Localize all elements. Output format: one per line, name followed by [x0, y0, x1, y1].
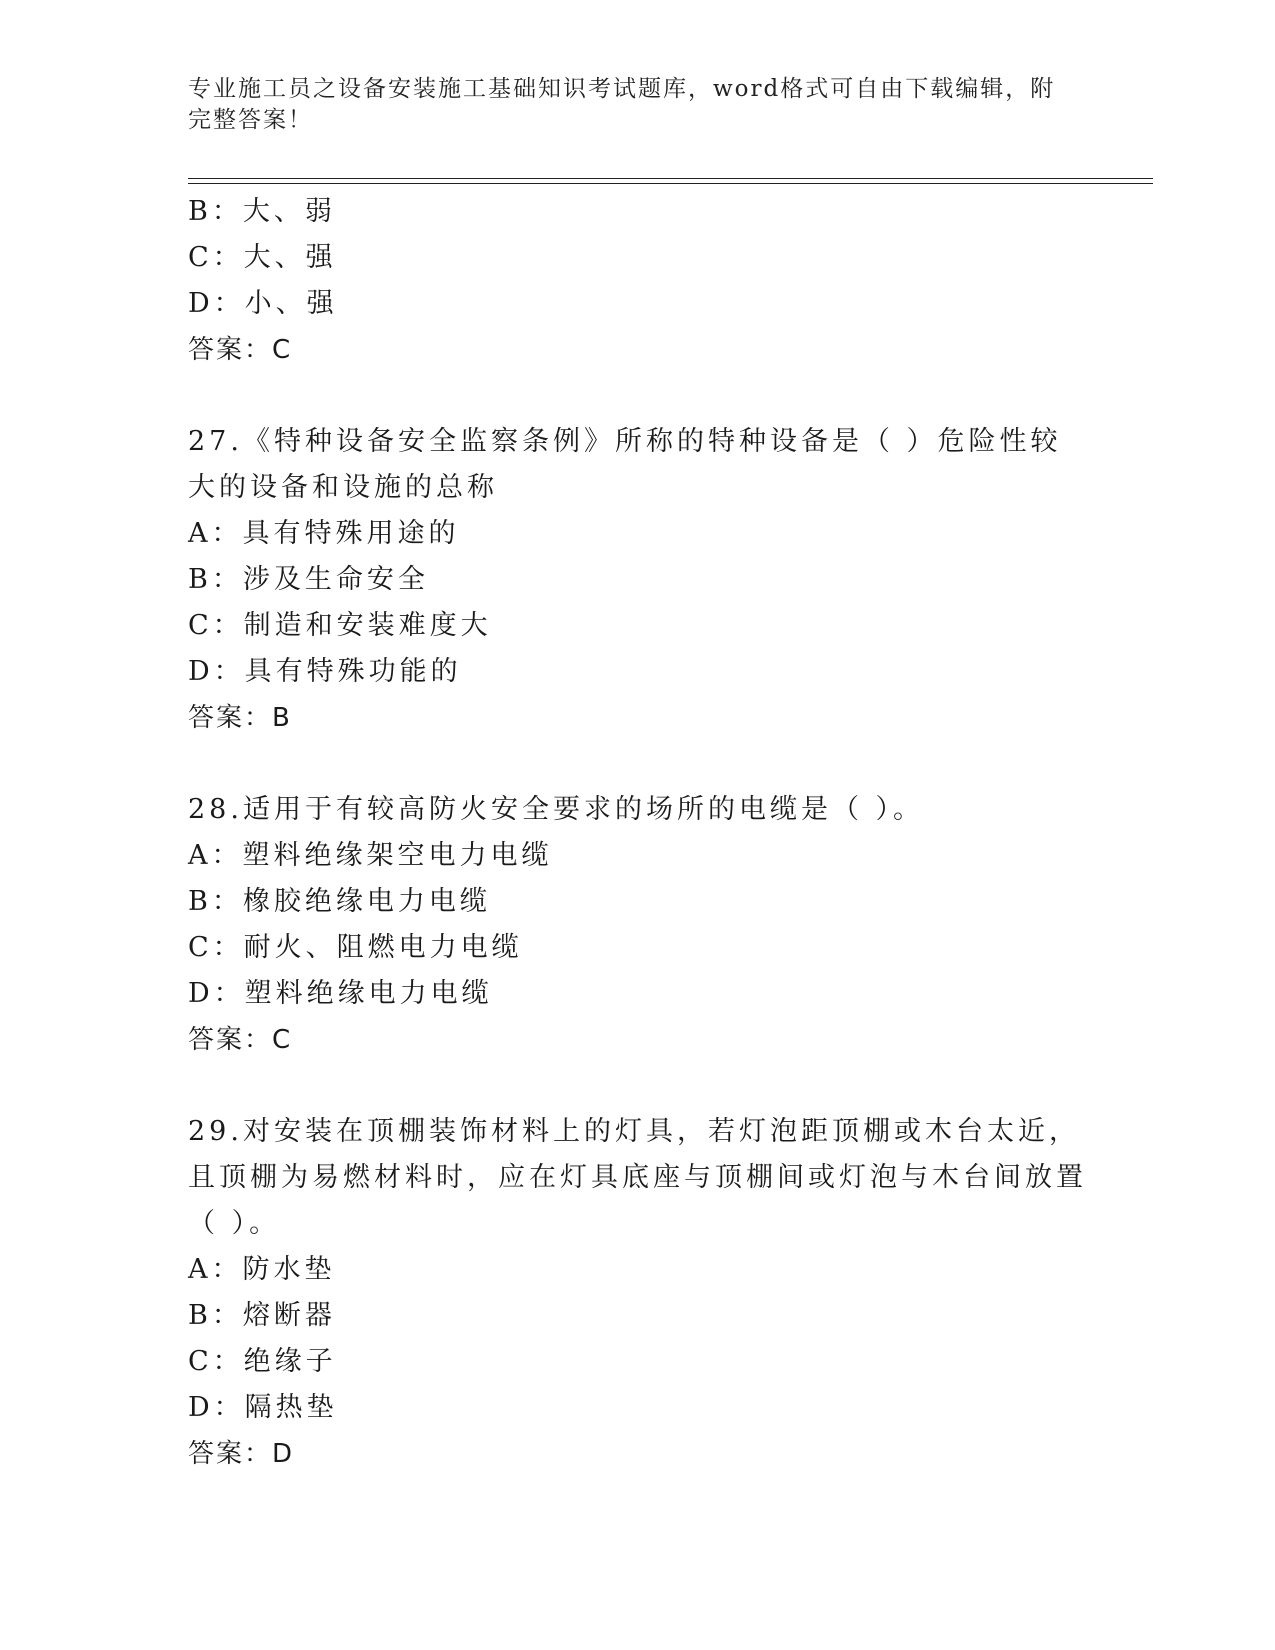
- document-header: 专业施工员之设备安装施工基础知识考试题库，word格式可自由下载编辑，附完整答案！: [188, 76, 1056, 133]
- question-gap: [188, 741, 1088, 787]
- header-rule-top: [188, 178, 1153, 179]
- option-line: B：涉及生命安全: [188, 564, 429, 595]
- option-line: D：塑料绝缘电力电缆: [188, 978, 493, 1009]
- question-text: 29.对安装在顶棚装饰材料上的灯具，若灯泡距顶棚或木台太近，且顶棚为易燃材料时，应在灯具底座与顶棚间或灯泡与木台间放置（ ）。: [188, 1116, 1087, 1239]
- answer-line: 答案：C: [188, 1025, 293, 1055]
- option-line: C：制造和安装难度大: [188, 610, 492, 641]
- answer-line: 答案：B: [188, 703, 292, 733]
- question-gap: [188, 373, 1088, 419]
- question-block: [188, 787, 1088, 1063]
- option-line: C：大、强: [188, 242, 337, 273]
- option-line: D：小、强: [188, 288, 338, 319]
- option-line: C：绝缘子: [188, 1346, 337, 1377]
- answer-line: 答案：D: [188, 1439, 295, 1469]
- question-list: [188, 189, 1088, 1477]
- option-line: A：具有特殊用途的: [188, 518, 460, 549]
- option-line: C：耐火、阻燃电力电缆: [188, 932, 523, 963]
- option-line: A：塑料绝缘架空电力电缆: [188, 840, 553, 871]
- question-text: 28.适用于有较高防火安全要求的场所的电缆是（ ）。: [188, 794, 925, 825]
- question-text: 27.《特种设备安全监察条例》所称的特种设备是（ ）危险性较大的设备和设施的总称: [188, 426, 1062, 503]
- option-line: B：大、弱: [188, 196, 336, 227]
- option-line: D：具有特殊功能的: [188, 656, 462, 687]
- question-block: [188, 419, 1088, 741]
- question-block: [188, 1109, 1088, 1477]
- option-line: D：隔热垫: [188, 1392, 338, 1423]
- option-line: B：熔断器: [188, 1300, 336, 1331]
- option-line: A：防水垫: [188, 1254, 336, 1285]
- question-gap: [188, 1063, 1088, 1109]
- option-line: B：橡胶绝缘电力电缆: [188, 886, 491, 917]
- answer-line: 答案：C: [188, 335, 293, 365]
- header-rule-bottom: [188, 183, 1153, 184]
- question-block: [188, 189, 1088, 373]
